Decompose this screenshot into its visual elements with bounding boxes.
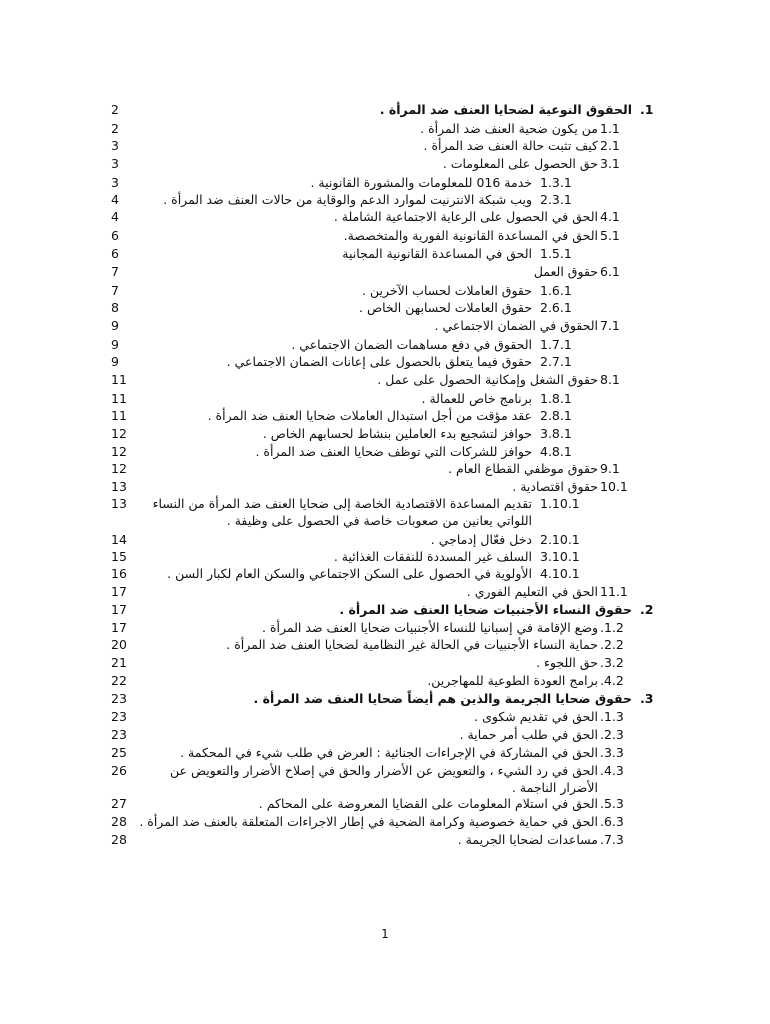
toc-section-number: 1.3.1	[540, 175, 572, 190]
toc-entry-title: حقوق الشغل وإمكانية الحصول على عمل .	[377, 372, 598, 387]
toc-section-number: 1.8.1	[540, 391, 572, 406]
toc-page-number: 7	[111, 283, 119, 298]
toc-section-number: .6.3	[600, 814, 624, 829]
toc-page-number: 25	[111, 745, 127, 760]
toc-section-number: 2.3.1	[540, 192, 572, 207]
toc-page-number: 22	[111, 673, 127, 688]
toc-section-number: .2.2	[600, 637, 624, 652]
toc-entry-title: حوافز للشركات التي توظف ضحايا العنف ضد المرأة .	[255, 444, 532, 459]
toc-section-number: 5.1	[600, 228, 620, 243]
toc-entry-title: حقوق النساء الأجنبيات ضحايا العنف ضد المرأة .	[339, 602, 632, 617]
toc-page-number: 12	[111, 444, 127, 459]
toc-page-number: 23	[111, 709, 127, 724]
toc-page-number: 21	[111, 655, 127, 670]
toc-page-number: 11	[111, 391, 127, 406]
toc-entry-title: وضع الإقامة في إسبانيا للنساء الأجنبيات ضحايا العنف ضد المرأة .	[262, 620, 598, 635]
toc-page-number: 17	[111, 602, 127, 617]
toc-page-number: 12	[111, 426, 127, 441]
toc-page-number: 20	[111, 637, 127, 652]
toc-entry-title: كيف تثبت حالة العنف ضد المرأة .	[423, 138, 598, 153]
toc-page-number: 6	[111, 246, 119, 261]
toc-entry-title: دخل فعّال إدماجي .	[430, 532, 532, 547]
toc-entry-title: السلف غير المسددة للنفقات الغذائية .	[333, 549, 532, 564]
toc-section-number: 10.1	[600, 479, 628, 494]
toc-section-number: .3	[640, 691, 654, 706]
toc-entry-title: الحق في استلام المعلومات على القضايا المعروضة على المحاكم .	[258, 796, 598, 811]
toc-section-number: 7.1	[600, 318, 620, 333]
toc-entry-title: خدمة 016 للمعلومات والمشورة القانونية .	[310, 175, 532, 190]
toc-section-number: .7.3	[600, 832, 624, 847]
toc-section-number: 1.10.1	[540, 496, 580, 511]
toc-section-number: 11.1	[600, 584, 628, 599]
toc-section-number: 2.6.1	[540, 300, 572, 315]
toc-page-number: 6	[111, 228, 119, 243]
toc-page-number: 4	[111, 192, 119, 207]
toc-entry-title-continuation: الأضرار الناجمة .	[511, 780, 598, 795]
toc-page-number: 11	[111, 372, 127, 387]
toc-entry-title: حماية النساء الأجنبيات في الحالة غير النظامية لضحايا العنف ضد المرأة .	[226, 637, 598, 652]
toc-page-number: 27	[111, 796, 127, 811]
toc-page-number: 2	[111, 121, 119, 136]
toc-entry-title: الحقوق في الضمان الاجتماعي .	[434, 318, 598, 333]
toc-page-number: 4	[111, 209, 119, 224]
toc-page-number: 23	[111, 727, 127, 742]
toc-entry-title: مساعدات لضحايا الجريمة .	[457, 832, 598, 847]
toc-page-number: 3	[111, 138, 119, 153]
toc-section-number: 1.5.1	[540, 246, 572, 261]
toc-section-number: 4.8.1	[540, 444, 572, 459]
toc-entry-title: تقديم المساعدة الاقتصادية الخاصة إلى ضحايا العنف ضد المرأة من النساء	[152, 496, 532, 511]
toc-section-number: .1.3	[600, 709, 624, 724]
toc-entry-title: الحق في رد الشيء ، والتعويض عن الأضرار والحق في إصلاح الأضرار والتعويض عن	[170, 763, 598, 778]
toc-entry-title: حقوق فيما يتعلق بالحصول على إعانات الضمان الاجتماعي .	[226, 354, 532, 369]
toc-entry-title: عقد مؤقت من أجل استبدال العاملات ضحايا العنف ضد المرأة .	[207, 408, 532, 423]
toc-entry-title: الحق في المساعدة القانونية المجانية	[342, 246, 532, 261]
toc-section-number: 1.7.1	[540, 337, 572, 352]
toc-entry-title: الحق في المساعدة القانونية الفورية والمتخصصة.	[343, 228, 598, 243]
toc-entry-title: حق اللجوء .	[536, 655, 598, 670]
toc-section-number: 2.10.1	[540, 532, 580, 547]
toc-entry-title: الحق في الحصول على الرعاية الاجتماعية الشاملة .	[333, 209, 598, 224]
toc-entry-title: الحق في المشاركة في الإجراءات الجنائية : العرض في طلب شيء في المحكمة .	[180, 745, 598, 760]
toc-section-number: .1.2	[600, 620, 624, 635]
toc-page-number: 2	[111, 102, 119, 117]
toc-entry-title-continuation: اللواتي يعانين من صعوبات خاصة في الحصول على وظيفة .	[226, 513, 532, 528]
toc-page-number: 15	[111, 549, 127, 564]
toc-page-number: 9	[111, 337, 119, 352]
toc-page-number: 9	[111, 318, 119, 333]
toc-entry-title: حقوق العمل	[533, 264, 598, 279]
toc-entry-title: برنامج خاص للعمالة .	[421, 391, 532, 406]
toc-page-number: 14	[111, 532, 127, 547]
toc-section-number: 8.1	[600, 372, 620, 387]
toc-section-number: .3.2	[600, 655, 624, 670]
toc-page-number: 3	[111, 175, 119, 190]
toc-page-number: 3	[111, 156, 119, 171]
toc-section-number: 2.1	[600, 138, 620, 153]
toc-section-number: .2	[640, 602, 654, 617]
toc-entry-title: الحق في طلب أمر حماية .	[459, 727, 598, 742]
toc-entry-title: حق الحصول على المعلومات .	[442, 156, 598, 171]
toc-entry-title: ويب شبكة الانترنيت لموارد الدعم والوقاية من حالات العنف ضد المرأة .	[163, 192, 532, 207]
toc-page-number: 13	[111, 479, 127, 494]
toc-page-number: 7	[111, 264, 119, 279]
toc-section-number: 1.6.1	[540, 283, 572, 298]
toc-page-number: 26	[111, 763, 127, 778]
toc-page-number: 13	[111, 496, 127, 511]
toc-page-number: 23	[111, 691, 127, 706]
toc-section-number: .5.3	[600, 796, 624, 811]
toc-entry-title: حوافز لتشجيع بدء العاملين بنشاط لحسابهم الخاص .	[262, 426, 532, 441]
toc-page-number: 17	[111, 620, 127, 635]
toc-page-number: 9	[111, 354, 119, 369]
toc-page-number: 16	[111, 566, 127, 581]
toc-section-number: 9.1	[600, 461, 620, 476]
toc-entry-title: الحق في حماية خصوصية وكرامة الضحية في إطار الاجراءات المتعلقة بالعنف ضد المرأة .	[139, 814, 598, 829]
toc-section-number: 2.8.1	[540, 408, 572, 423]
toc-page-number: 11	[111, 408, 127, 423]
toc-section-number: 2.7.1	[540, 354, 572, 369]
toc-page-number: 28	[111, 832, 127, 847]
toc-entry-title: من يكون ضحية العنف ضد المرأة .	[420, 121, 598, 136]
toc-entry-title: حقوق العاملات لحساب الآخرين .	[362, 283, 532, 298]
toc-section-number: .4.3	[600, 763, 624, 778]
toc-section-number: 3.8.1	[540, 426, 572, 441]
toc-entry-title: برامج العودة الطوعية للمهاجرين.	[427, 673, 598, 688]
toc-entry-title: حقوق العاملات لحسابهن الخاص .	[359, 300, 532, 315]
toc-section-number: 6.1	[600, 264, 620, 279]
toc-section-number: 4.1	[600, 209, 620, 224]
toc-entry-title: الحقوق في دفع مساهمات الضمان الاجتماعي .	[291, 337, 532, 352]
toc-section-number: 4.10.1	[540, 566, 580, 581]
toc-entry-title: الحقوق النوعية لضحايا العنف ضد المرأة .	[379, 102, 632, 117]
toc-page-number: 12	[111, 461, 127, 476]
toc-entry-title: الحق في التعليم الفوري .	[466, 584, 598, 599]
toc-section-number: 1.1	[600, 121, 620, 136]
toc-section-number: .1	[640, 102, 654, 117]
toc-section-number: .3.3	[600, 745, 624, 760]
toc-entry-title: حقوق موظفي القطاع العام .	[448, 461, 598, 476]
toc-page-number: 28	[111, 814, 127, 829]
toc-entry-title: الأولوية في الحصول على السكن الاجتماعي والسكن العام لكبار السن .	[167, 566, 532, 581]
toc-page-number: 17	[111, 584, 127, 599]
toc-section-number: .2.3	[600, 727, 624, 742]
toc-entry-title: حقوق اقتصادية .	[512, 479, 598, 494]
toc-section-number: 3.1	[600, 156, 620, 171]
toc-page-number: 8	[111, 300, 119, 315]
toc-section-number: .4.2	[600, 673, 624, 688]
toc-entry-title: حقوق ضحايا الجريمة والذين هم أيضاً ضحايا العنف ضد المرأة .	[253, 691, 632, 706]
page-number: 1	[381, 927, 389, 941]
toc-section-number: 3.10.1	[540, 549, 580, 564]
toc-entry-title: الحق في تقديم شكوى .	[474, 709, 598, 724]
